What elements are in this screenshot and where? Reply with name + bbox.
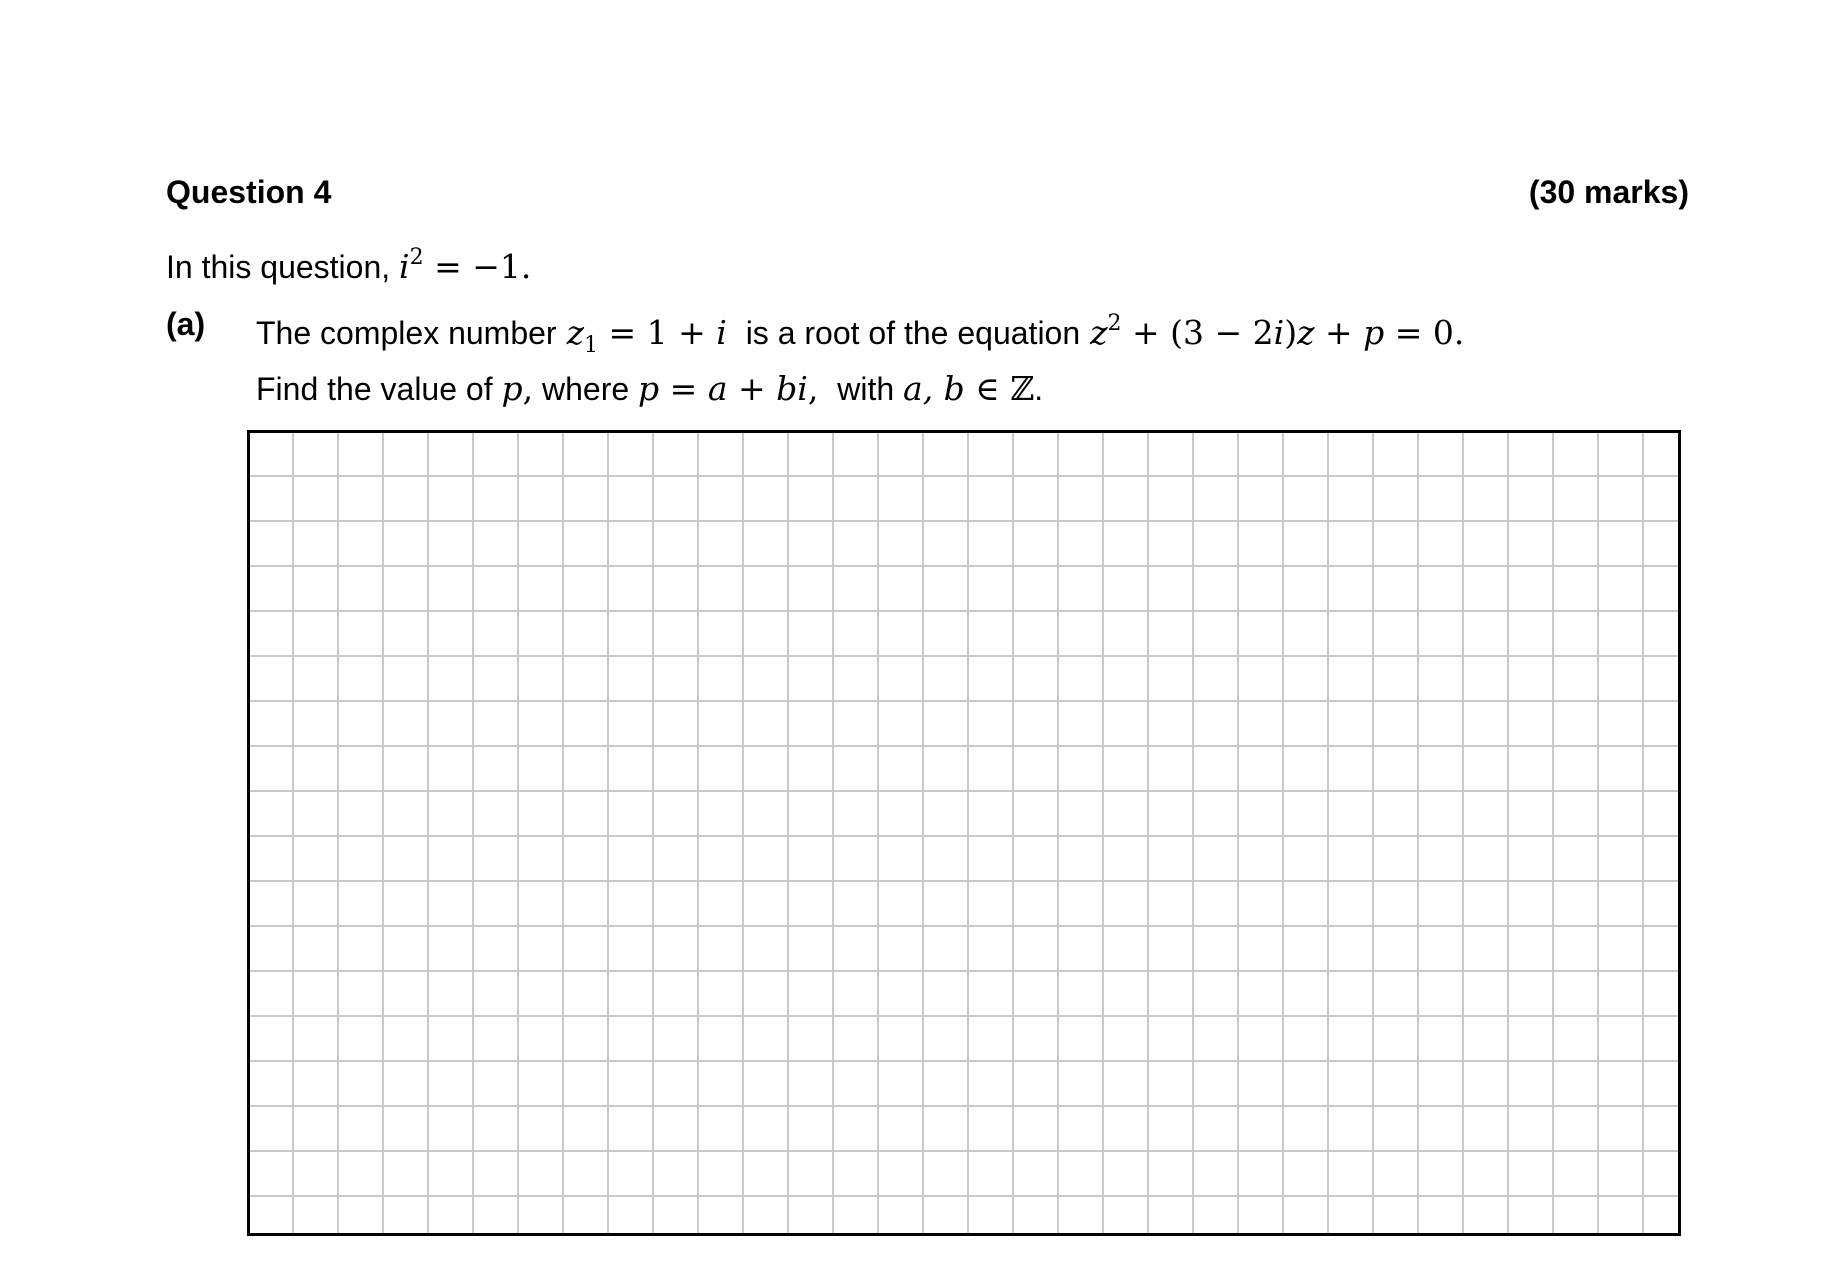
stem-z2: z bbox=[1090, 313, 1108, 352]
exponent: 2 bbox=[409, 245, 424, 270]
answer-grid-box[interactable] bbox=[247, 430, 1681, 1236]
task-p1: p bbox=[501, 369, 523, 408]
part-a-stem bbox=[256, 304, 1464, 366]
part-a-task bbox=[256, 369, 1043, 409]
task-text-2: where bbox=[542, 371, 630, 407]
stem-z3: z bbox=[1297, 313, 1315, 352]
intro-equation-rhs: = −1. bbox=[423, 247, 532, 286]
task-p2: p bbox=[638, 369, 660, 408]
task-comma-2: , bbox=[807, 369, 819, 408]
task-comma-1: , bbox=[522, 369, 534, 408]
task-text-1: Find the value of bbox=[256, 371, 493, 407]
task-in-integers: ∈ ℤ bbox=[964, 369, 1035, 408]
stem-eq-1: = 1 + bbox=[597, 313, 717, 352]
stem-eq-2a: + (3 − 2 bbox=[1121, 313, 1274, 352]
task-end: . bbox=[1034, 371, 1044, 407]
intro-line bbox=[166, 238, 531, 287]
stem-text-2: is a root of the equation bbox=[745, 315, 1081, 351]
imaginary-unit: i bbox=[399, 247, 410, 286]
task-eq: = bbox=[659, 369, 708, 408]
stem-eq-2d: = 0. bbox=[1384, 313, 1465, 352]
task-text-3: with bbox=[837, 371, 895, 407]
task-bi: bi bbox=[776, 369, 808, 408]
stem-exponent: 2 bbox=[1107, 311, 1122, 336]
stem-i2: i bbox=[1273, 313, 1285, 352]
stem-eq-2b: ) bbox=[1284, 313, 1298, 352]
stem-p: p bbox=[1363, 313, 1385, 352]
stem-eq-2c: + bbox=[1314, 313, 1364, 352]
stem-text-1: The complex number bbox=[256, 315, 557, 351]
intro-text: In this question, bbox=[166, 249, 391, 285]
task-plus: + bbox=[727, 369, 777, 408]
stem-i: i bbox=[716, 313, 727, 352]
part-a-label: (a) bbox=[166, 306, 206, 342]
stem-z: z bbox=[566, 313, 584, 352]
question-title: Question 4 bbox=[166, 174, 332, 210]
task-a: a bbox=[707, 369, 728, 408]
stem-z-subscript: 1 bbox=[583, 333, 598, 358]
task-ab: a, b bbox=[903, 369, 965, 408]
question-marks: (30 marks) bbox=[1528, 174, 1689, 210]
